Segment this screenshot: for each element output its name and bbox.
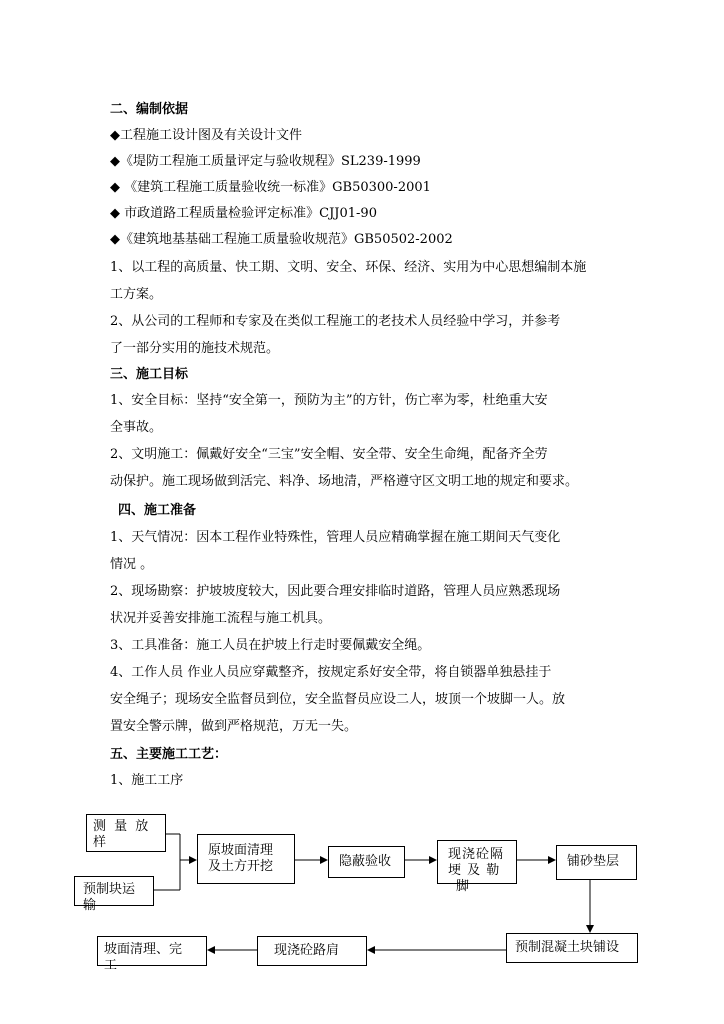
flow-box-text: 脚 [456, 879, 471, 894]
flow-box-text: 坡面清理、完 [104, 942, 183, 957]
flow-box-text: 输 [83, 898, 97, 913]
flow-box-text: 预制混凝土块铺设 [515, 940, 620, 955]
paragraph-line: 置安全警示牌，做到严格规范，万无一失。 [110, 719, 358, 734]
paragraph-line: 1、天气情况：因本工程作业特殊性，管理人员应精确掌握在施工期间天气变化 [110, 530, 561, 545]
flow-box-text: 样 [93, 835, 109, 850]
flow-box-text: 铺砂垫层 [567, 854, 620, 869]
section-heading-process: 五、主要施工工艺： [110, 747, 228, 762]
section-heading-goals: 三、施工目标 [110, 367, 189, 382]
basis-item: ◆《建筑地基基础工程施工质量验收规范》GB50502-2002 [110, 232, 453, 247]
paragraph-line: 安全绳子；现场安全监督员到位，安全监督员应设二人，坡顶一个坡脚一人。放 [110, 692, 566, 707]
paragraph-line: 全事故。 [110, 420, 163, 435]
paragraph-line: 了一部分实用的施技术规范。 [110, 341, 280, 356]
flow-box-text: 预制块运 [83, 882, 136, 897]
flow-box-text: 现浇砼路肩 [274, 943, 340, 958]
basis-item: ◆工程施工设计图及有关设计文件 [110, 128, 302, 143]
paragraph-line: 2、从公司的工程师和专家及在类似工程施工的老技术人员经验中学习，并参考 [110, 314, 561, 329]
paragraph-line: 4、工作人员 作业人员应穿戴整齐，按规定系好安全带，将自锁器单独悬挂于 [110, 665, 552, 680]
paragraph-line: 情况 。 [110, 557, 154, 572]
basis-item: ◆ 《建筑工程施工质量验收统一标准》GB50300-2001 [110, 180, 431, 195]
flow-box-text: 测 量 放 [93, 819, 151, 834]
flow-box-text: 现浇砼隔 [448, 847, 505, 862]
paragraph-line: 1、安全目标：坚持“安全第一，预防为主”的方针，伤亡率为零，杜绝重大安 [110, 393, 548, 408]
process-subheading: 1、施工工序 [110, 773, 184, 788]
flow-box-text: 工 [104, 958, 118, 973]
section-heading-basis: 二、编制依据 [110, 102, 189, 117]
flow-box-text: 原坡面清理 [208, 843, 274, 858]
basis-item: ◆《堤防工程施工质量评定与验收规程》SL239-1999 [110, 154, 421, 169]
basis-item: ◆ 市政道路工程质量检验评定标准》CJJ01-90 [110, 206, 377, 221]
paragraph-line: 2、文明施工：佩戴好安全“三宝”安全帽、安全带、安全生命绳，配备齐全劳 [110, 447, 548, 462]
paragraph-line: 工方案。 [110, 287, 163, 302]
section-heading-prep: 四、施工准备 [118, 503, 197, 518]
paragraph-line: 1、以工程的高质量、快工期、文明、安全、环保、经济、实用为中心思想编制本施 [110, 260, 587, 275]
flow-box-text: 埂 及 勒 [448, 863, 501, 878]
paragraph-line: 2、现场勘察：护坡坡度较大，因此要合理安排临时道路，管理人员应熟悉现场 [110, 584, 561, 599]
paragraph-line: 状况并妥善安排施工流程与施工机具。 [110, 611, 332, 626]
flow-box-text: 及土方开挖 [208, 859, 274, 874]
flow-box-text: 隐蔽验收 [339, 854, 392, 869]
paragraph-line: 动保护。施工现场做到活完、料净、场地清，严格遵守区文明工地的规定和要求。 [110, 474, 579, 489]
paragraph-line: 3、工具准备：施工人员在护坡上行走时要佩戴安全绳。 [110, 638, 431, 653]
